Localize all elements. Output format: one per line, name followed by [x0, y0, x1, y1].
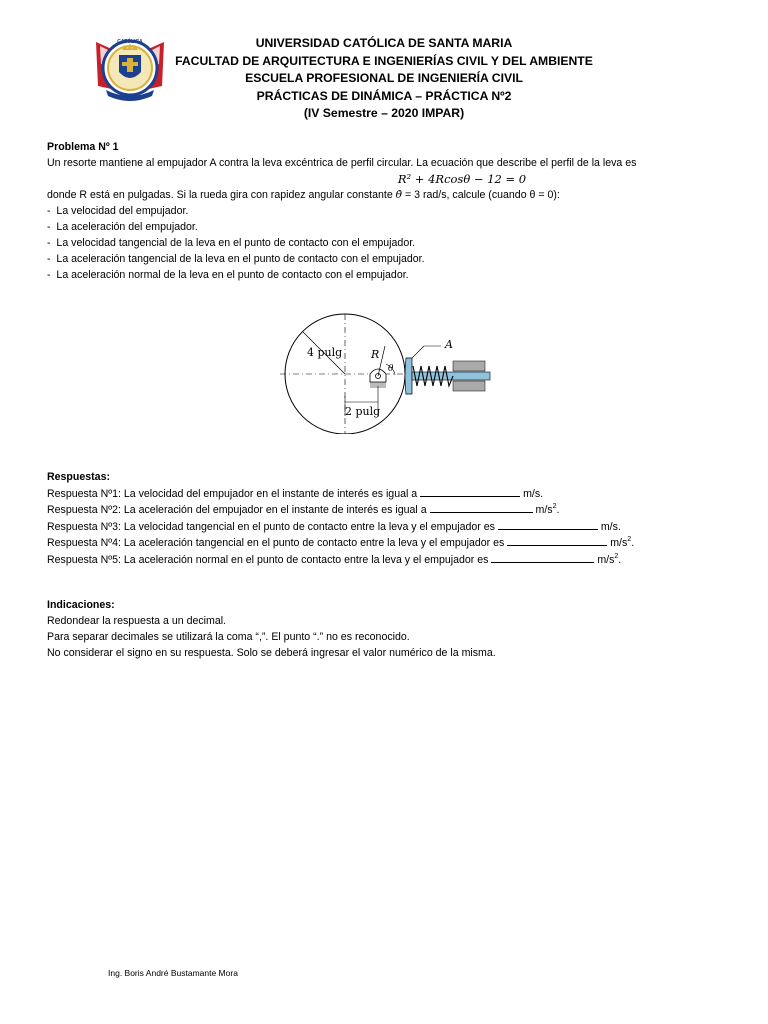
answer-line	[47, 502, 737, 519]
follower-head	[405, 358, 412, 394]
answer-line	[47, 535, 737, 552]
answer-line	[47, 552, 737, 569]
answer-blank[interactable]	[491, 552, 594, 563]
list-item: - La aceleración del empujador.	[47, 221, 198, 233]
offset-label: 2 pulg	[345, 405, 381, 418]
a-label: A	[445, 338, 453, 351]
answer-unit: m/s	[532, 504, 553, 516]
list-item: - La velocidad del empujador.	[47, 205, 189, 217]
list-item-text: La aceleración tangencial de la leva en el punto de contacto con el empujador.	[56, 253, 425, 265]
list-item: - La velocidad tangencial de la leva en el punto de contacto con el empujador.	[47, 237, 416, 249]
indication-line: Para separar decimales se utilizará la coma “,”. El punto “.” no es reconocido.	[47, 631, 410, 643]
answer-unit: m/s	[607, 537, 628, 549]
statement-2-tail: = 3 rad/s, calcule (cuando θ = 0):	[402, 189, 560, 201]
problem-statement-2	[47, 187, 727, 203]
answer-unit: m/s.	[520, 487, 544, 500]
answers-section	[47, 469, 737, 568]
period: .	[618, 553, 622, 566]
list-item-text: La velocidad del empujador.	[56, 205, 189, 217]
problem-statement: Un resorte mantiene al empujador A contra la leva excéntrica de perfil circular. La ecuación que describe el perfil de la leva es	[47, 157, 637, 169]
answer-text: Respuesta Nº5: La aceleración normal en el punto de contacto entre la leva y el empujador es	[47, 553, 492, 566]
answer-unit: m/s.	[597, 520, 621, 533]
answer-text: Respuesta Nº1: La velocidad del empujador en el instante de interés es igual a	[47, 487, 421, 500]
answer-text: Respuesta Nº3: La velocidad tangencial en el punto de contacto entre la leva y el empujador es	[47, 520, 498, 533]
problem-section	[47, 139, 727, 283]
semester-label: (IV Semestre – 2020 IMPAR)	[303, 106, 465, 120]
indication-line: Redondear la respuesta a un decimal.	[47, 615, 227, 627]
answer-text: Respuesta Nº4: La aceleración tangencial en el punto de contacto entre la leva y el empujador es	[47, 537, 508, 549]
list-item-text: La aceleración normal de la leva en el punto de contacto con el empujador.	[56, 269, 409, 281]
answer-blank[interactable]	[498, 519, 598, 530]
crest-text: CATÓLICA	[117, 39, 143, 45]
cam-follower-diagram	[275, 308, 505, 434]
period: .	[556, 504, 560, 516]
list-item-text: La aceleración del empujador.	[56, 221, 198, 233]
author-footer: Ing. Boris André Bustamante Mora	[108, 968, 238, 978]
list-item: - La aceleración normal de la leva en el punto de contacto con el empujador.	[47, 269, 409, 281]
answer-line	[47, 486, 737, 503]
answer-blank[interactable]	[507, 535, 607, 546]
answer-unit: m/s	[594, 553, 615, 566]
answer-blank[interactable]	[430, 502, 533, 513]
answers-title: Respuestas:	[47, 471, 110, 483]
answer-text: Respuesta Nº2: La aceleración del empujador en el instante de interés es igual a	[47, 504, 430, 516]
r-label: R	[371, 348, 380, 361]
answer-line	[47, 519, 737, 536]
university-name: UNIVERSIDAD CATÓLICA DE SANTA MARIA	[255, 36, 513, 50]
problem-title: Problema Nº 1	[47, 141, 119, 153]
theta-dot-symbol: θ̇	[395, 189, 403, 201]
list-item: - La aceleración tangencial de la leva en el punto de contacto con el empujador.	[47, 253, 425, 265]
school-name: ESCUELA PROFESIONAL DE INGENIERÍA CIVIL	[245, 71, 523, 85]
statement-2-text: donde R está en pulgadas. Si la rueda gira con rapidez angular constante	[47, 189, 396, 201]
document-header	[150, 35, 618, 123]
cam-equation: R² + 4Rcosθ − 12 = 0	[397, 172, 527, 186]
indications-title: Indicaciones:	[47, 599, 115, 611]
list-item-text: La velocidad tangencial de la leva en el punto de contacto con el empujador.	[56, 237, 416, 249]
squared-mark: 2	[552, 503, 557, 510]
squared-mark: 2	[614, 552, 619, 560]
period: .	[631, 537, 635, 549]
faculty-name: FACULTAD DE ARQUITECTURA E INGENIERÍAS CIVIL Y DEL AMBIENTE	[175, 53, 593, 68]
answer-blank[interactable]	[420, 486, 520, 497]
indication-line: No considerar el signo en su respuesta. Solo se deberá ingresar el valor numérico de la misma.	[47, 647, 496, 659]
guide-top	[453, 361, 485, 371]
indications-section	[47, 597, 737, 661]
radius-label: 4 pulg	[307, 346, 343, 359]
guide-bottom	[453, 381, 485, 391]
theta-label: θ	[388, 364, 394, 374]
practice-title: PRÁCTICAS DE DINÁMICA – PRÁCTICA Nº2	[256, 88, 512, 103]
squared-mark: 2	[627, 536, 632, 543]
a-leader	[412, 346, 424, 358]
